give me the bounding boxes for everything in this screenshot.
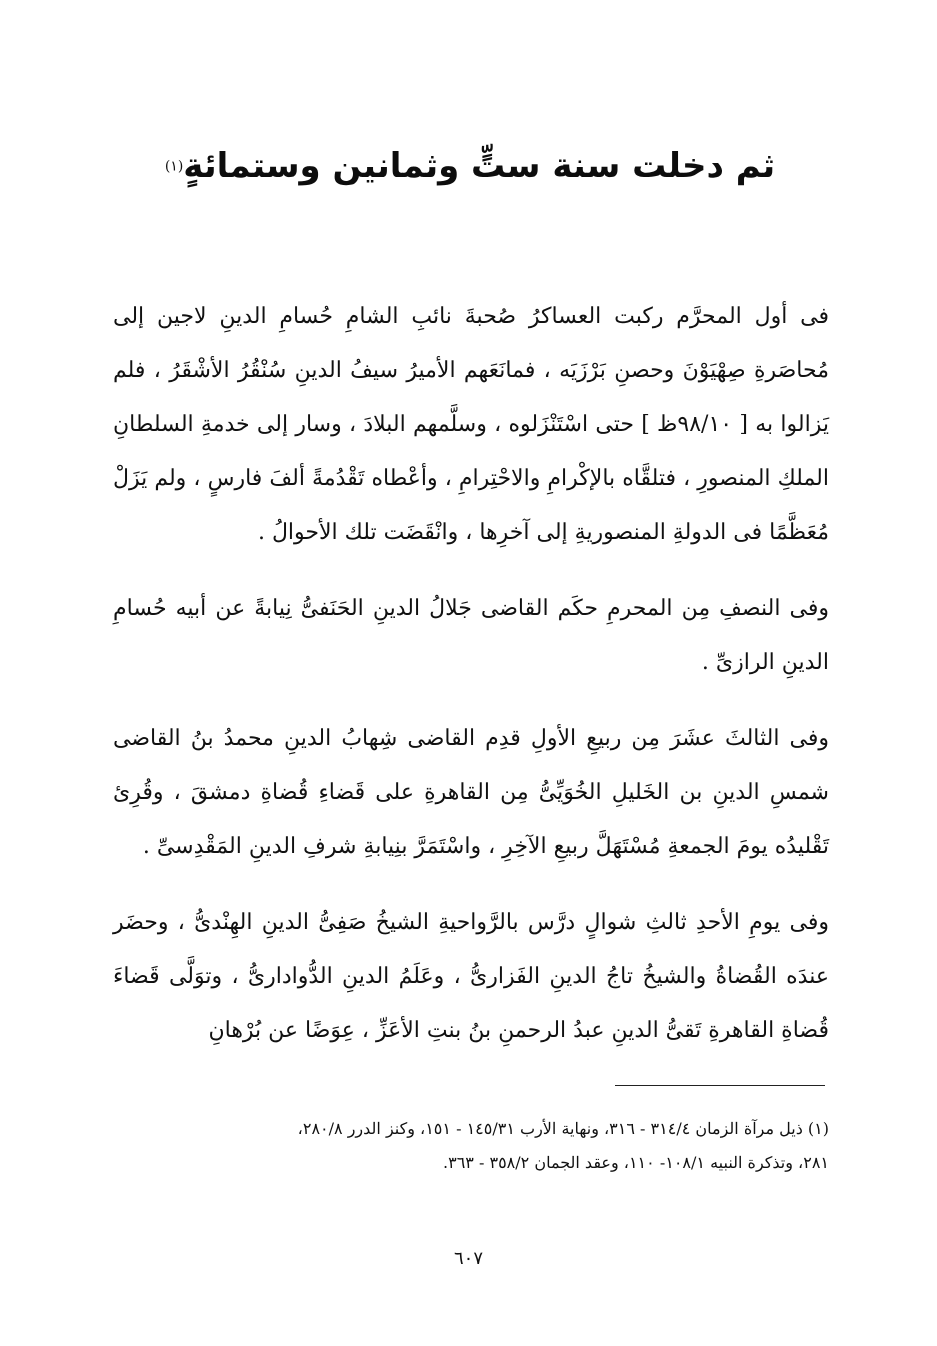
paragraph-2: وفى النصفِ مِن المحرمِ حكَم القاضى جَلالُ الدينِ الحَنَفىُّ نِيابةً عن أبيه حُسامِ الدينِ الرازىِّ . bbox=[113, 596, 829, 675]
footnote-line-2: ٢٨١، وتذكرة النبيه ١٠٨/١- ١١٠، وعقد الجمان ٣٥٨/٢ - ٣٦٣. bbox=[443, 1153, 829, 1172]
chapter-title: ثم دخلت سنة ستٍّ وثمانين وستمائةٍ bbox=[183, 146, 776, 186]
footnote-marker: (١) bbox=[164, 158, 184, 175]
main-text bbox=[113, 290, 829, 1080]
paragraph-1: فى أول المحرَّم ركبت العساكرُ صُحبةَ نائبِ الشامِ حُسامِ الدينِ لاجين إلى مُحاصَرةِ صِهْيَوْنَ وحصنِ بَرْزَيَه ، فمانَعَهم الأميرُ سيفُ الدينِ سُنْقُرُ الأشْقَرُ ، فلم يَزالوا به [ ٩٨/١٠ظ ] حتى اسْتَنْزَلوه ، وسلَّمهم البلادَ ، وسار إلى خدمةِ السلطانِ الملكِ المنصورِ ، فتلقَّاه بالإكْرامِ والاحْتِرامِ ، وأعْطاه تَقْدُمةً ألفَ فارسٍ ، ولم يَزَلْ مُعَظَّمًا فى الدولةِ المنصوريةِ إلى آخرِها ، وانْقَضَت تلك الأحوالُ . bbox=[113, 304, 829, 545]
paragraph-4: وفى يومِ الأحدِ ثالثِ شوالٍ درَّس بالرَّواحيةِ الشيخُ صَفِىُّ الدينِ الهِنْدىُّ ، وحضَر عندَه القُضاةُ والشيخُ تاجُ الدينِ الفَزارىُّ ، وعَلَمُ الدينِ الدُّواداریُّ ، وتوَلَّى قَضاءَ قُضاةِ القاهرةِ تَقىُّ الدينِ عبدُ الرحمنِ بنُ بنتِ الأعَزِّ ، عِوَضًا عن بُرْهانِ bbox=[113, 910, 829, 1043]
footnote-separator bbox=[615, 1085, 825, 1086]
chapter-heading bbox=[120, 138, 820, 194]
page-number: ٦٠٧ bbox=[453, 1248, 483, 1269]
footnote-line-1: (١) ذيل مرآة الزمان ٣١٤/٤ - ٣١٦، ونهاية الأرب ١٤٥/٣١ - ١٥١، وكنز الدرر ٢٨٠/٨، bbox=[297, 1119, 829, 1138]
footnotes bbox=[113, 1112, 829, 1180]
paragraph-3: وفى الثالثَ عشَرَ مِن ربيعِ الأولِ قدِم القاضى شِهابُ الدينِ محمدُ بنُ القاضى شمسِ الدينِ بن الخَليلِ الخُوَيِّىُّ مِن القاهرةِ على قَضاءِ قُضاةِ دمشقَ ، وقُرِئ تَقْليدُه يومَ الجمعةِ مُسْتَهَلَّ ربيعِ الآخِرِ ، واسْتَمَرَّ بنِيابةِ شرفِ الدينِ المَقْدِسىِّ . bbox=[113, 726, 829, 859]
